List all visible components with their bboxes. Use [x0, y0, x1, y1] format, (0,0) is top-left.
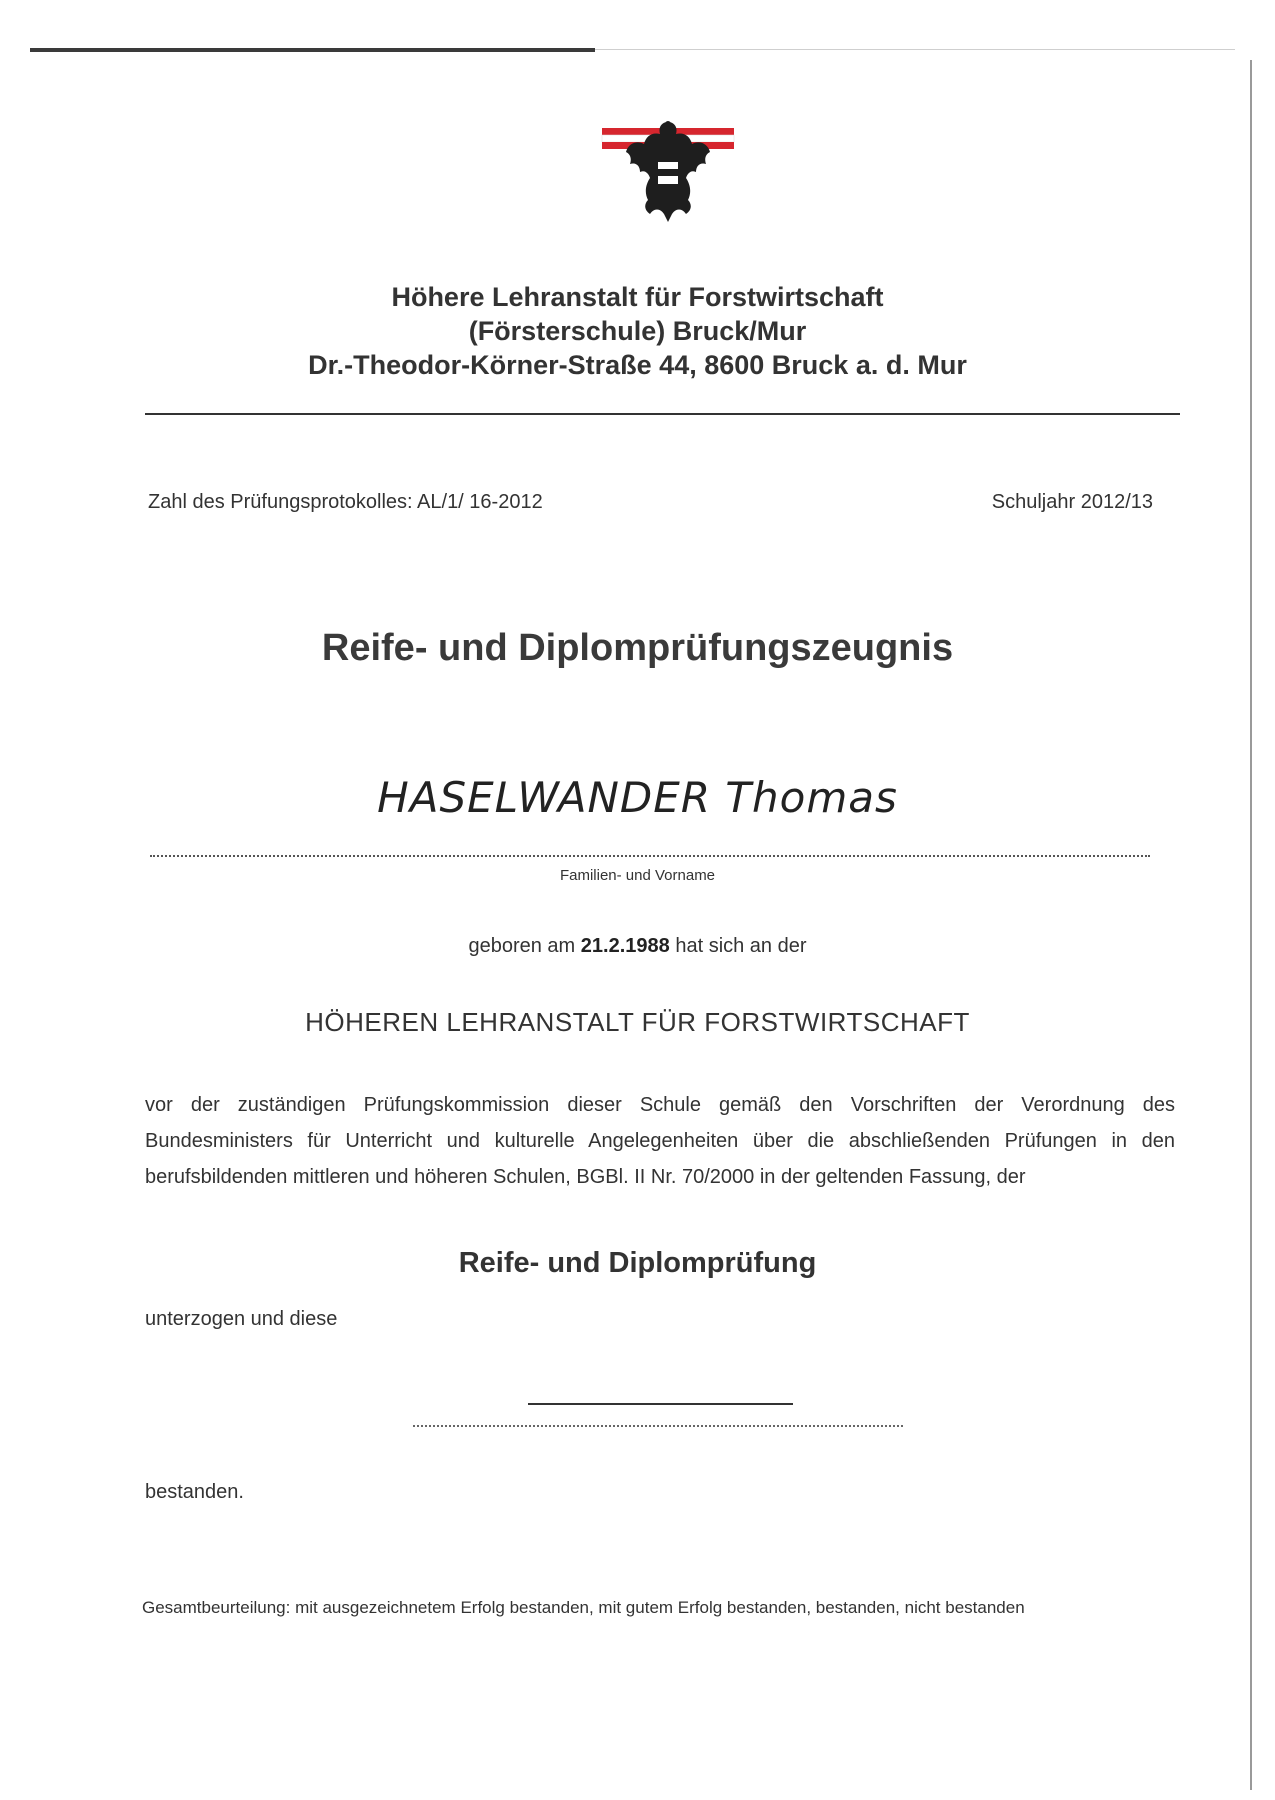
student-name: HASELWANDER Thomas — [377, 773, 898, 822]
name-caption: Familien- und Vorname — [559, 867, 716, 884]
paragraph-line-2: Bundesministers für Unterricht und kulturelle Angelegenheiten über die abschließenden Prüfungen in den — [145, 1130, 1175, 1152]
born-suffix: hat sich an der — [675, 935, 807, 957]
regulation-paragraph — [145, 1087, 1175, 1195]
exam-name: Reife- und Diplomprüfung — [458, 1247, 817, 1279]
coat-of-arms-icon — [600, 118, 736, 226]
passed-text: bestanden. — [145, 1481, 244, 1503]
grade-dotted-line — [413, 1425, 903, 1427]
paragraph-line-3: berufsbildenden mittleren und höheren Schulen, BGBl. II Nr. 70/2000 in der geltenden Fassung, der — [145, 1166, 1026, 1188]
school-name: HÖHEREN LEHRANSTALT FÜR FORSTWIRTSCHAFT — [305, 1007, 970, 1037]
birth-statement — [180, 935, 1095, 958]
scan-top-edge-line — [30, 48, 595, 52]
overall-assessment-note: Gesamtbeurteilung: mit ausgezeichnetem Erfolg bestanden, mit gutem Erfolg bestanden, bestanden, nicht bestanden — [142, 1598, 1025, 1617]
school-year: Schuljahr 2012/13 — [991, 491, 1153, 513]
scan-right-edge-line — [1250, 60, 1252, 1790]
header-divider — [145, 413, 1180, 415]
institution-address: Dr.-Theodor-Körner-Straße 44, 8600 Bruck a. d. Mur — [308, 350, 967, 380]
paragraph-line-1: vor der zuständigen Prüfungskommission dieser Schule gemäß den Vorschriften der Verordnung des — [145, 1094, 1175, 1116]
document-title: Reife- und Diplomprüfungszeugnis — [321, 627, 954, 669]
institution-name-line2: (Försterschule) Bruck/Mur — [468, 316, 807, 346]
institution-name-line1: Höhere Lehranstalt für Forstwirtschaft — [391, 282, 884, 312]
undergone-text: unterzogen und diese — [145, 1308, 338, 1330]
protocol-number: Zahl des Prüfungsprotokolles: AL/1/ 16-2012 — [148, 491, 543, 513]
birth-date: 21.2.1988 — [580, 935, 670, 957]
scan-top-edge-faint-line — [595, 49, 1235, 50]
name-dotted-line — [150, 855, 1150, 857]
grade-underline — [528, 1403, 793, 1405]
born-prefix: geboren am — [468, 935, 576, 957]
